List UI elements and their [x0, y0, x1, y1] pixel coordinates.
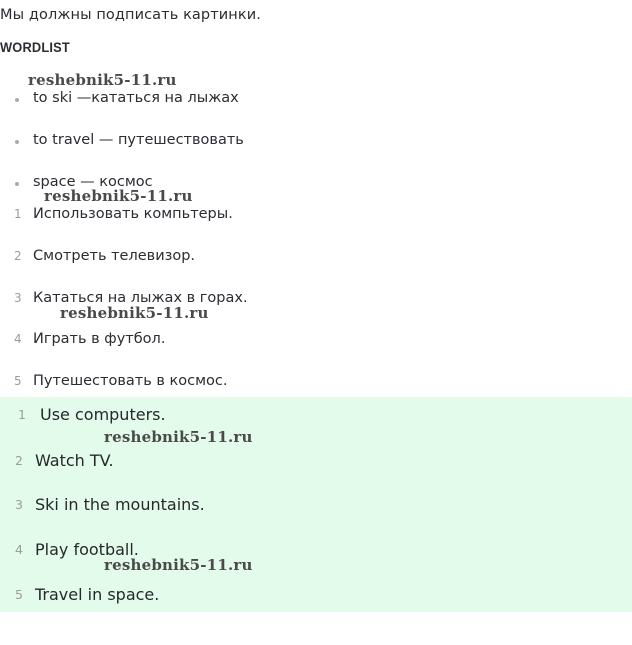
item-number: 1 — [14, 207, 22, 221]
item-number: 4 — [15, 542, 23, 557]
russian-item-text: Путешестовать в космос. — [33, 373, 228, 389]
item-number: 3 — [15, 497, 23, 512]
wordlist-item-text: space — космос — [33, 174, 153, 190]
watermark-text: reshebnik5-11.ru — [44, 187, 193, 205]
item-number: 5 — [15, 587, 23, 602]
intro-text: Мы должны подписать картинки. — [0, 7, 261, 23]
answer-text: Play football. — [35, 540, 139, 559]
watermark-text: reshebnik5-11.ru — [104, 556, 253, 574]
answer-text: Ski in the mountains. — [35, 495, 205, 514]
item-number: 2 — [15, 453, 23, 468]
answer-text: Use computers. — [40, 405, 166, 424]
watermark-text: reshebnik5-11.ru — [60, 304, 209, 322]
bullet-icon — [15, 98, 19, 102]
wordlist-item-text: to ski —кататься на лыжах — [33, 90, 239, 106]
answer-text: Travel in space. — [35, 585, 160, 604]
bullet-icon — [15, 182, 19, 186]
russian-item-text: Смотреть телевизор. — [33, 248, 196, 264]
item-number: 2 — [14, 249, 22, 263]
answer-text: Watch TV. — [35, 451, 114, 470]
item-number: 1 — [18, 407, 26, 422]
item-number: 3 — [14, 291, 22, 305]
russian-item-text: Использовать компьтеры. — [33, 206, 233, 222]
answers-panel — [0, 397, 632, 612]
russian-item-text: Играть в футбол. — [33, 331, 166, 347]
watermark-text: reshebnik5-11.ru — [28, 71, 177, 89]
item-number: 4 — [14, 332, 22, 346]
watermark-text: reshebnik5-11.ru — [104, 428, 253, 446]
item-number: 5 — [14, 374, 22, 388]
wordlist-item-text: to travel — путешествовать — [33, 132, 244, 148]
russian-item-text: Кататься на лыжах в горах. — [33, 290, 248, 306]
bullet-icon — [15, 140, 19, 144]
wordlist-heading: WORDLIST — [0, 40, 70, 55]
